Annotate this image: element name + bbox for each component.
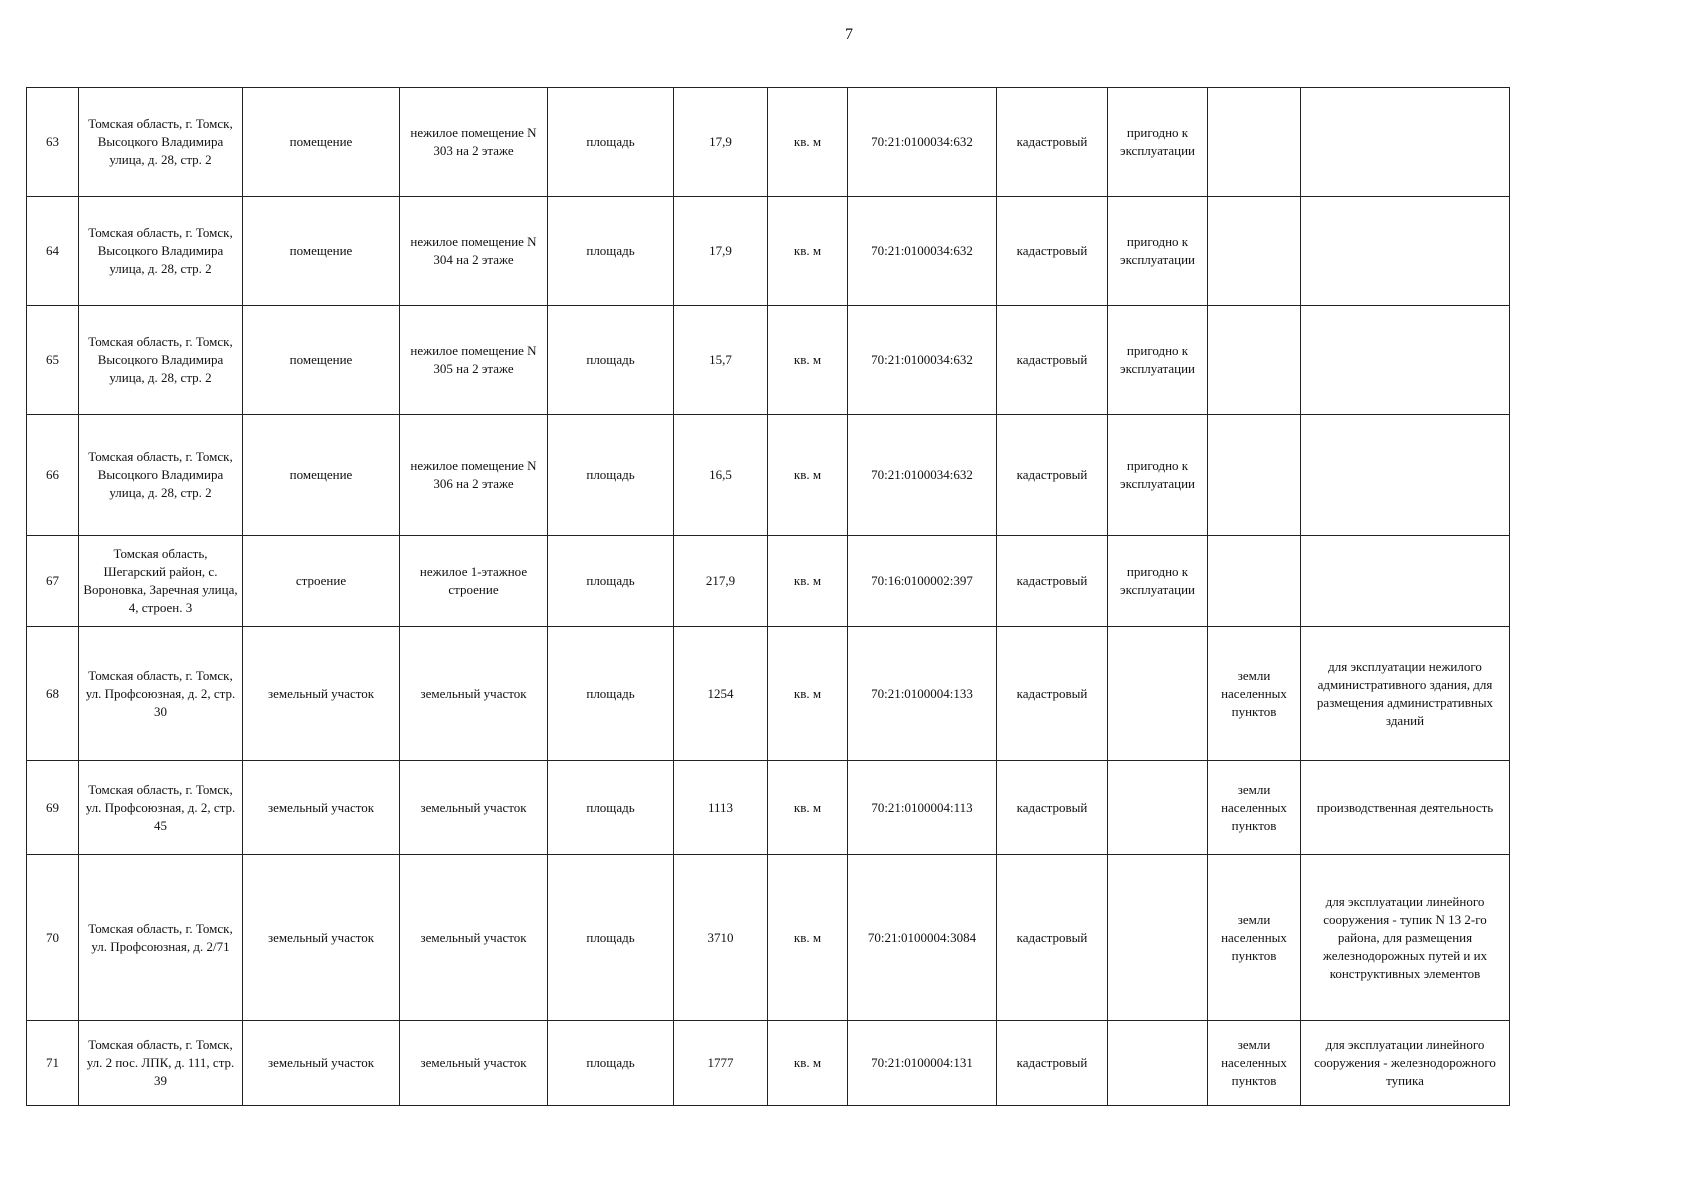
unit-cell: кв. м: [768, 1021, 848, 1106]
object-name-cell: земельный участок: [400, 855, 548, 1021]
condition-cell: [1108, 855, 1208, 1021]
condition-cell: [1108, 761, 1208, 855]
table-row: [27, 306, 1510, 415]
object-name-cell: нежилое помещение N 304 на 2 этаже: [400, 197, 548, 306]
table-row: [27, 761, 1510, 855]
row-number: 66: [27, 415, 79, 536]
cadastral-number-cell: 70:21:0100034:632: [848, 88, 997, 197]
characteristic-cell: площадь: [548, 1021, 674, 1106]
address-cell: Томская область, г. Томск, Высоцкого Владимира улица, д. 28, стр. 2: [79, 88, 243, 197]
row-number: 69: [27, 761, 79, 855]
object-name-cell: земельный участок: [400, 1021, 548, 1106]
table-row: [27, 1021, 1510, 1106]
unit-cell: кв. м: [768, 415, 848, 536]
characteristic-cell: площадь: [548, 197, 674, 306]
value-cell: 217,9: [674, 536, 768, 627]
cadastral-number-cell: 70:21:0100004:133: [848, 627, 997, 761]
table-row: [27, 536, 1510, 627]
number-type-cell: кадастровый: [997, 88, 1108, 197]
cadastral-number-cell: 70:21:0100004:3084: [848, 855, 997, 1021]
address-cell: Томская область, г. Томск, ул. Профсоюзная, д. 2, стр. 30: [79, 627, 243, 761]
row-number: 67: [27, 536, 79, 627]
object-type-cell: земельный участок: [243, 1021, 400, 1106]
permitted-use-cell: для эксплуатации нежилого административного здания, для размещения административных зданий: [1301, 627, 1510, 761]
value-cell: 17,9: [674, 197, 768, 306]
permitted-use-cell: для эксплуатации линейного сооружения - железнодорожного тупика: [1301, 1021, 1510, 1106]
characteristic-cell: площадь: [548, 88, 674, 197]
unit-cell: кв. м: [768, 627, 848, 761]
land-category-cell: [1208, 415, 1301, 536]
number-type-cell: кадастровый: [997, 415, 1108, 536]
unit-cell: кв. м: [768, 306, 848, 415]
unit-cell: кв. м: [768, 536, 848, 627]
row-number: 63: [27, 88, 79, 197]
number-type-cell: кадастровый: [997, 197, 1108, 306]
unit-cell: кв. м: [768, 855, 848, 1021]
address-cell: Томская область, г. Томск, Высоцкого Владимира улица, д. 28, стр. 2: [79, 197, 243, 306]
unit-cell: кв. м: [768, 88, 848, 197]
number-type-cell: кадастровый: [997, 1021, 1108, 1106]
cadastral-number-cell: 70:21:0100034:632: [848, 306, 997, 415]
object-name-cell: нежилое помещение N 303 на 2 этаже: [400, 88, 548, 197]
value-cell: 1777: [674, 1021, 768, 1106]
object-name-cell: нежилое 1-этажное строение: [400, 536, 548, 627]
object-name-cell: нежилое помещение N 305 на 2 этаже: [400, 306, 548, 415]
object-name-cell: земельный участок: [400, 761, 548, 855]
table-row: [27, 855, 1510, 1021]
land-category-cell: [1208, 306, 1301, 415]
object-type-cell: помещение: [243, 197, 400, 306]
table-row: [27, 197, 1510, 306]
unit-cell: кв. м: [768, 761, 848, 855]
characteristic-cell: площадь: [548, 415, 674, 536]
condition-cell: пригодно к эксплуатации: [1108, 88, 1208, 197]
address-cell: Томская область, г. Томск, ул. 2 пос. ЛПК, д. 111, стр. 39: [79, 1021, 243, 1106]
condition-cell: [1108, 627, 1208, 761]
number-type-cell: кадастровый: [997, 627, 1108, 761]
value-cell: 16,5: [674, 415, 768, 536]
value-cell: 17,9: [674, 88, 768, 197]
address-cell: Томская область, Шегарский район, с. Вороновка, Заречная улица, 4, строен. 3: [79, 536, 243, 627]
table-row: [27, 627, 1510, 761]
address-cell: Томская область, г. Томск, Высоцкого Владимира улица, д. 28, стр. 2: [79, 415, 243, 536]
permitted-use-cell: [1301, 415, 1510, 536]
cadastral-number-cell: 70:21:0100004:131: [848, 1021, 997, 1106]
object-name-cell: земельный участок: [400, 627, 548, 761]
object-type-cell: земельный участок: [243, 855, 400, 1021]
land-category-cell: земли населенных пунктов: [1208, 855, 1301, 1021]
table-row: [27, 415, 1510, 536]
condition-cell: [1108, 1021, 1208, 1106]
land-category-cell: земли населенных пунктов: [1208, 1021, 1301, 1106]
object-type-cell: земельный участок: [243, 761, 400, 855]
characteristic-cell: площадь: [548, 855, 674, 1021]
object-type-cell: строение: [243, 536, 400, 627]
object-type-cell: земельный участок: [243, 627, 400, 761]
permitted-use-cell: [1301, 306, 1510, 415]
land-category-cell: [1208, 197, 1301, 306]
characteristic-cell: площадь: [548, 627, 674, 761]
row-number: 71: [27, 1021, 79, 1106]
row-number: 64: [27, 197, 79, 306]
cadastral-number-cell: 70:21:0100004:113: [848, 761, 997, 855]
land-category-cell: [1208, 536, 1301, 627]
characteristic-cell: площадь: [548, 306, 674, 415]
page-number: 7: [845, 26, 853, 43]
characteristic-cell: площадь: [548, 761, 674, 855]
unit-cell: кв. м: [768, 197, 848, 306]
address-cell: Томская область, г. Томск, ул. Профсоюзная, д. 2, стр. 45: [79, 761, 243, 855]
value-cell: 1113: [674, 761, 768, 855]
number-type-cell: кадастровый: [997, 761, 1108, 855]
address-cell: Томская область, г. Томск, Высоцкого Владимира улица, д. 28, стр. 2: [79, 306, 243, 415]
number-type-cell: кадастровый: [997, 536, 1108, 627]
value-cell: 15,7: [674, 306, 768, 415]
row-number: 70: [27, 855, 79, 1021]
land-category-cell: земли населенных пунктов: [1208, 761, 1301, 855]
row-number: 65: [27, 306, 79, 415]
object-type-cell: помещение: [243, 415, 400, 536]
value-cell: 3710: [674, 855, 768, 1021]
object-type-cell: помещение: [243, 88, 400, 197]
cadastral-number-cell: 70:21:0100034:632: [848, 415, 997, 536]
permitted-use-cell: [1301, 197, 1510, 306]
number-type-cell: кадастровый: [997, 306, 1108, 415]
object-type-cell: помещение: [243, 306, 400, 415]
land-category-cell: земли населенных пунктов: [1208, 627, 1301, 761]
permitted-use-cell: [1301, 536, 1510, 627]
permitted-use-cell: производственная деятельность: [1301, 761, 1510, 855]
value-cell: 1254: [674, 627, 768, 761]
row-number: 68: [27, 627, 79, 761]
number-type-cell: кадастровый: [997, 855, 1108, 1021]
condition-cell: пригодно к эксплуатации: [1108, 306, 1208, 415]
condition-cell: пригодно к эксплуатации: [1108, 197, 1208, 306]
object-name-cell: нежилое помещение N 306 на 2 этаже: [400, 415, 548, 536]
condition-cell: пригодно к эксплуатации: [1108, 536, 1208, 627]
cadastral-number-cell: 70:21:0100034:632: [848, 197, 997, 306]
condition-cell: пригодно к эксплуатации: [1108, 415, 1208, 536]
cadastral-number-cell: 70:16:0100002:397: [848, 536, 997, 627]
permitted-use-cell: [1301, 88, 1510, 197]
permitted-use-cell: для эксплуатации линейного сооружения - тупик N 13 2-го района, для размещения железнодорожных путей и их конструктивных элементов: [1301, 855, 1510, 1021]
land-category-cell: [1208, 88, 1301, 197]
characteristic-cell: площадь: [548, 536, 674, 627]
property-registry-table: [26, 87, 1510, 1106]
table-row: [27, 88, 1510, 197]
address-cell: Томская область, г. Томск, ул. Профсоюзная, д. 2/71: [79, 855, 243, 1021]
